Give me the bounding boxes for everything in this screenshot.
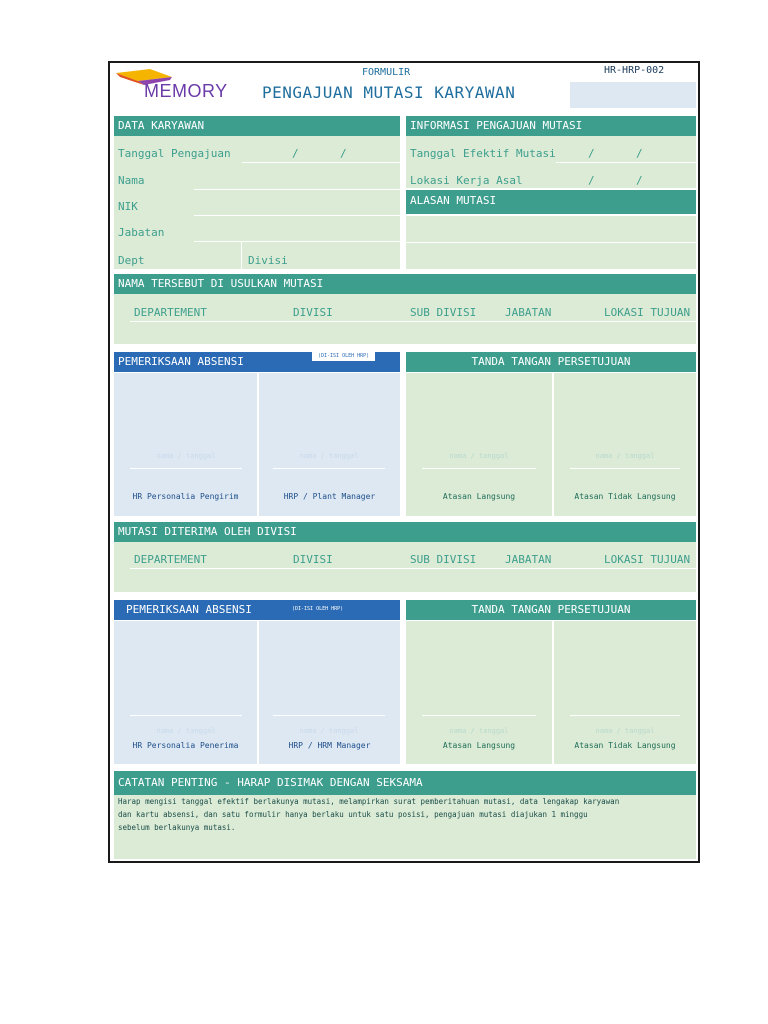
date-sep: / <box>588 174 595 187</box>
col-lokasi-tujuan: LOKASI TUJUAN <box>604 306 691 319</box>
col-lokasi-tujuan: LOKASI TUJUAN <box>604 553 691 566</box>
col-jabatan: JABATAN <box>505 306 552 319</box>
role-atasan-tidak-langsung: Atasan Tidak Langsung <box>574 492 676 501</box>
usulan-values-field[interactable] <box>130 321 696 322</box>
ttd-header-1: TANDA TANGAN PERSETUJUAN <box>406 352 696 372</box>
absensi-note: (DI-ISI OLEH HRP) <box>292 606 344 612</box>
name-date-placeholder: nama / tanggal <box>449 727 509 735</box>
absensi-title: PEMERIKSAAN ABSENSI <box>126 603 252 616</box>
role-hr-personalia-pengirim: HR Personalia Pengirim <box>132 492 239 501</box>
role-hrp-hrm-manager: HRP / HRM Manager <box>288 741 371 750</box>
name-date-placeholder: nama / tanggal <box>299 727 359 735</box>
col-divisi: DIVISI <box>293 553 333 566</box>
tanggal-efektif-field[interactable] <box>556 162 696 163</box>
signature-line <box>130 468 242 469</box>
date-sep: / <box>292 147 299 160</box>
usulan-mutasi-header: NAMA TERSEBUT DI USULKAN MUTASI <box>114 274 696 294</box>
col-jabatan: JABATAN <box>505 553 552 566</box>
date-sep: / <box>340 147 347 160</box>
name-date-placeholder: nama / tanggal <box>156 452 216 460</box>
alasan-mutasi-header: ALASAN MUTASI <box>406 190 696 214</box>
signature-line <box>570 468 680 469</box>
alasan-divider <box>406 242 696 243</box>
form-title: PENGAJUAN MUTASI KARYAWAN <box>262 83 516 102</box>
logo-text: MEMORY <box>144 81 228 101</box>
nik-field[interactable] <box>194 215 400 216</box>
dept-label: Dept <box>118 254 145 267</box>
catatan-line-2: dan kartu absensi, dan satu formulir hanya berlaku untuk satu posisi, pengajuan mutasi diajukan 1 minggu <box>118 810 588 819</box>
role-atasan-langsung: Atasan Langsung <box>442 492 516 501</box>
date-sep: / <box>636 147 643 160</box>
col-sub-divisi: SUB DIVISI <box>410 553 477 566</box>
divisi-label: Divisi <box>248 254 288 267</box>
name-date-placeholder: nama / tanggal <box>156 727 216 735</box>
signature-line <box>422 715 536 716</box>
ttd-header-2: TANDA TANGAN PERSETUJUAN <box>406 600 696 620</box>
col-departement: DEPARTEMENT <box>134 306 207 319</box>
col-divisi: DIVISI <box>293 306 333 319</box>
tanggal-pengajuan-label: Tanggal Pengajuan <box>118 147 231 160</box>
catatan-line-1: Harap mengisi tanggal efektif berlakunya mutasi, melampirkan surat pemberitahuan mutasi, data lengakap karyawan <box>118 797 620 806</box>
absensi-note: (DI-ISI OLEH HRP) <box>312 352 375 361</box>
name-date-placeholder: nama / tanggal <box>299 452 359 460</box>
diterima-header: MUTASI DITERIMA OLEH DIVISI <box>114 522 696 542</box>
role-atasan-tidak-langsung: Atasan Tidak Langsung <box>574 741 676 750</box>
role-atasan-langsung: Atasan Langsung <box>442 741 516 750</box>
signature-line <box>422 468 536 469</box>
nik-label: NIK <box>118 200 138 213</box>
name-date-placeholder: nama / tanggal <box>595 727 655 735</box>
diterima-panel <box>114 542 696 592</box>
lokasi-asal-label: Lokasi Kerja Asal <box>410 174 523 187</box>
absensi-header-2 <box>114 600 400 620</box>
info-mutasi-header: INFORMASI PENGAJUAN MUTASI <box>406 116 696 136</box>
signature-line <box>273 468 385 469</box>
tanggal-pengajuan-field[interactable] <box>242 162 400 163</box>
tanggal-efektif-label: Tanggal Efektif Mutasi <box>410 147 556 160</box>
company-logo <box>114 67 232 101</box>
name-date-placeholder: nama / tanggal <box>595 452 655 460</box>
name-date-placeholder: nama / tanggal <box>449 452 509 460</box>
nama-label: Nama <box>118 174 145 187</box>
absensi-title: PEMERIKSAAN ABSENSI <box>118 355 244 368</box>
catatan-header: CATATAN PENTING - HARAP DISIMAK DENGAN SEKSAMA <box>114 771 696 795</box>
signature-line <box>570 715 680 716</box>
signature-line <box>273 715 385 716</box>
jabatan-label: Jabatan <box>118 226 165 239</box>
form-label: FORMULIR <box>362 67 411 78</box>
role-hrp-plant-manager: HRP / Plant Manager <box>283 492 376 501</box>
col-sub-divisi: SUB DIVISI <box>410 306 477 319</box>
absensi-header-1 <box>114 352 400 372</box>
role-hr-personalia-penerima: HR Personalia Penerima <box>132 741 239 750</box>
date-sep: / <box>636 174 643 187</box>
data-karyawan-header: DATA KARYAWAN <box>114 116 400 136</box>
form-code: HR-HRP-002 <box>604 65 665 76</box>
diterima-values-field[interactable] <box>130 568 696 569</box>
form-code-box[interactable] <box>570 82 696 108</box>
col-departement: DEPARTEMENT <box>134 553 207 566</box>
nama-field[interactable] <box>194 189 400 190</box>
jabatan-field[interactable] <box>194 241 400 242</box>
dept-divider <box>241 241 242 269</box>
catatan-line-3: sebelum berlakunya mutasi. <box>118 823 236 832</box>
transfer-form <box>108 61 700 863</box>
date-sep: / <box>588 147 595 160</box>
signature-line <box>130 715 242 716</box>
